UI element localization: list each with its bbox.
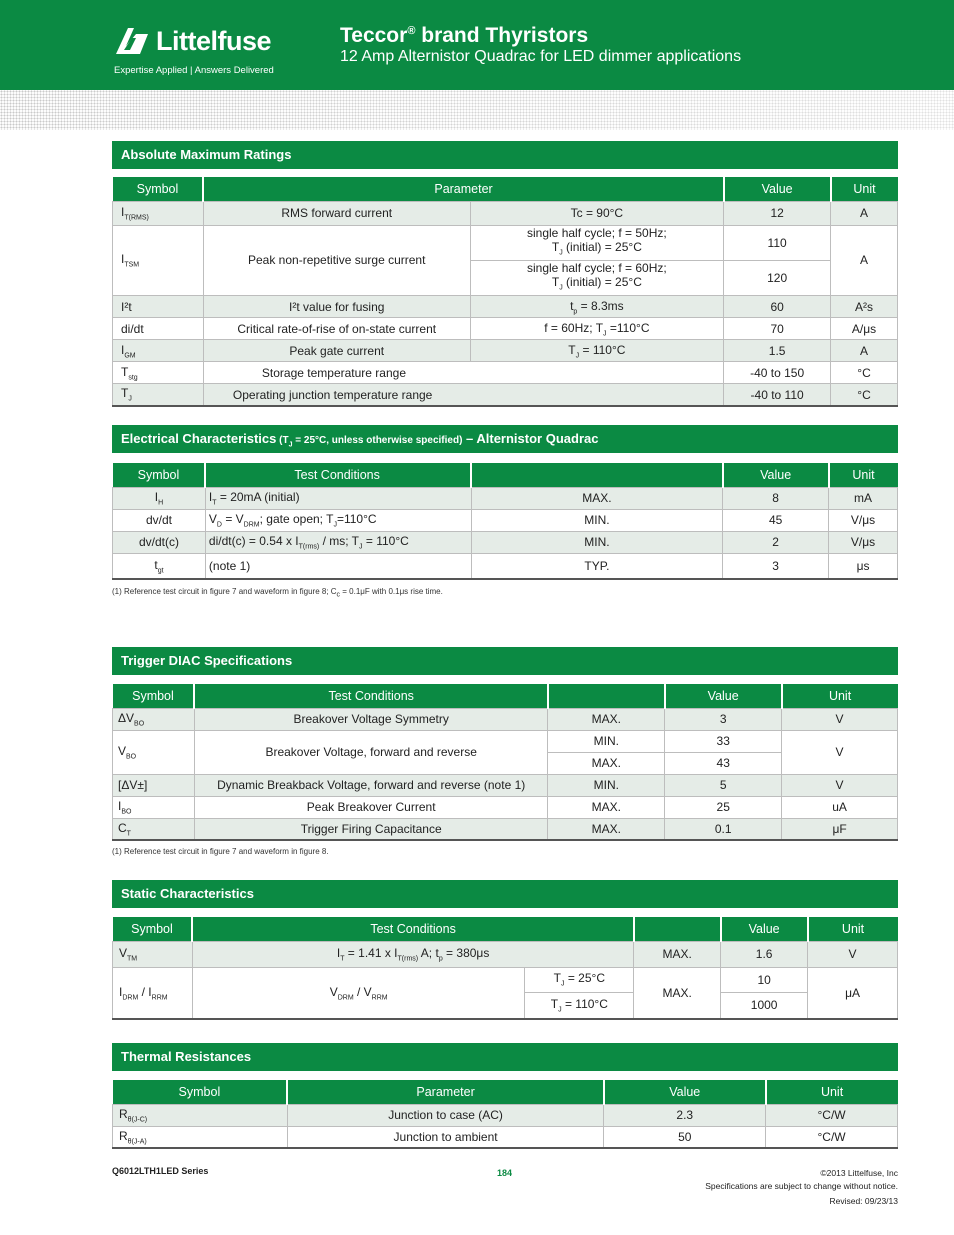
dot-pattern-band [0,90,954,130]
stat-table [112,917,898,1020]
table-row: $V_{TM}$ $I_T = 1.41$ x $I_{T(rms)}$ A; $t_p = 380\mu s$ MAX. 1.6 V [113,941,898,967]
elec-heading: Electrical Characteristics ($T_J = 25^\circ C$, unless otherwise specified) – Alternistor Quadrac [112,425,898,453]
table-row: $I_{DRM} / I_{RRM}$ $V_{DRM} / V_{RRM}$ $T_J = 25^\circ C$ MAX. 10 μA [113,967,898,992]
page-number: 184 [497,1168,513,1178]
table-header-row: Symbol Test Conditions Value Unit [113,463,898,487]
amr-table [112,177,898,407]
logo-wordmark: Littelfuse [156,26,272,56]
page-header [0,0,954,90]
littelfuse-logo [114,24,294,80]
table-row: $t_{gt}$ (note 1) TYP. 3 μs [113,553,898,579]
table-header-row: Symbol Test Conditions Value Unit [113,684,898,708]
table-row: $T_J$ Operating junction temperature range -40 to 110 °C [113,384,898,406]
table-row: $I_H$ $I_T = 20mA$ (initial) MAX. 8 mA [113,487,898,509]
table-row: $R_{\theta(J-A)}$ Junction to ambient 50 °C/W [113,1126,898,1148]
table-row: single half cycle; f = 60Hz; $T_J$ (initial) = 25°C 120 [113,260,898,295]
therm-heading: Thermal Resistances [112,1043,898,1071]
table-row: $R_{\theta(J-C)}$ Junction to case (AC) 2.3 °C/W [113,1104,898,1126]
table-row: $I_{TSM}$ Peak non-repetitive surge current single half cycle; f = 50Hz; $T_J$ (initial) = 25°C 110 A [113,225,898,260]
page-subtitle: 12 Amp Alternistor Quadrac for LED dimmer applications [340,48,742,65]
logo-tagline: Expertise Applied | Answers Delivered [114,65,274,76]
table-header-row: Symbol Test Conditions Value Unit [113,917,898,941]
table-row: di/dt Critical rate-of-rise of on-state current f = 60Hz; $T_J =110^\circ C$ 70 A/μs [113,318,898,340]
table-header-row: Symbol Parameter Value Unit [113,177,898,201]
table-row: [ΔV±] Dynamic Breakback Voltage, forward and reverse (note 1) MIN. 5 V [113,774,898,796]
therm-table [112,1080,898,1149]
table-row: I²t I²t value for fusing $t_p = 8.3ms$ 60 A²s [113,296,898,318]
footer-series: Q6012LTH1LED Series [112,1166,209,1176]
table-row: dv/dt $V_D = V_{DRM}$; gate open; $T_J=110^\circ C$ MIN. 45 V/μs [113,509,898,531]
table-row: $I_{GM}$ Peak gate current $T_J = 110^\circ C$ 1.5 A [113,340,898,362]
table-row: MAX. 43 [113,752,898,774]
table-row: $\Delta V_{BO}$ Breakover Voltage Symmetry MAX. 3 V [113,708,898,730]
table-row: $T_{stg}$ Storage temperature range -40 to 150 °C [113,362,898,384]
stat-heading: Static Characteristics [112,880,898,908]
diac-heading: Trigger DIAC Specifications [112,647,898,675]
table-row: $I_{BO}$ Peak Breakover Current MAX. 25 uA [113,796,898,818]
page-title: Teccor® brand Thyristors [340,24,589,47]
table-row: $I_{T(RMS)}$ RMS forward current Tc = 90°C 12 A [113,201,898,225]
elec-table [112,463,898,580]
diac-table [112,684,898,841]
table-row: $C_T$ Trigger Firing Capacitance MAX. 0.1 μF [113,818,898,840]
table-row: $V_{BO}$ Breakover Voltage, forward and reverse MIN. 33 V [113,730,898,752]
table-row: dv/dt(c) di/dt(c) = 0.54 x $I_{T(rms)}$ / ms; $T_J = 110^\circ C$ MIN. 2 V/μs [113,531,898,553]
littelfuse-logo-icon [114,26,150,56]
table-row: $T_J = 110^\circ C$ 1000 [113,992,898,1019]
table-header-row: Symbol Parameter Value Unit [113,1080,898,1104]
footer-notice: ©2013 Littelfuse, Inc Specifications are subject to change without notice. Revised: 09/23/13 [705,1168,898,1206]
diac-footnote: (1) Reference test circuit in figure 7 and waveform in figure 8. [112,847,329,856]
amr-heading: Absolute Maximum Ratings [112,141,898,169]
elec-footnote: (1) Reference test circuit in figure 7 and waveform in figure 8; $C_c = 0.1\mu F$ with 0.1μs rise time. [112,587,443,599]
